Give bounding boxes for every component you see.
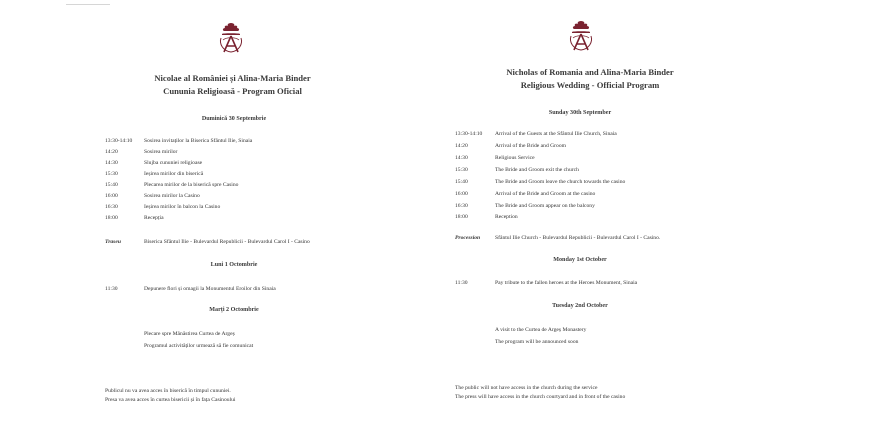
- schedule-row: 11:30 Depunere flori și omagii la Monumentul Eroilor din Sinaia: [105, 286, 276, 292]
- schedule-row: 16:30 Ieșirea mirilor în balcon la Casino: [105, 204, 221, 210]
- day-heading-tuesday: Tuesday 2nd October: [552, 303, 608, 309]
- press-access-note: Presa va avea acces în curtea bisericii și în fața Casinoului: [105, 397, 236, 403]
- route-description: Biserica Sfântul Ilie - Bulevardul Republicii - Bulevardul Carol I - Casino: [144, 239, 310, 245]
- schedule-row: 16:30 The Bride and Groom appear on the balcony: [455, 203, 595, 209]
- day-heading-sunday: Duminică 30 Septembrie: [201, 116, 267, 122]
- page-title: [470, 66, 710, 92]
- route-label: Procession: [455, 235, 481, 241]
- schedule-row: 15:40 The Bride and Groom leave the church towards the casino: [455, 179, 626, 185]
- schedule-row: 14:20 Sosirea mirilor: [105, 149, 178, 155]
- schedule-row: 16:00 Arrival of the Bride and Groom at the casino: [455, 191, 596, 197]
- schedule-row: The program will be announced soon: [495, 339, 579, 345]
- schedule-row: Plecare spre Mânăstirea Curtea de Argeș: [144, 331, 235, 337]
- schedule-row: 15:40 Plecarea mirilor de la biserică spre Casino: [105, 182, 239, 188]
- schedule-row: 14:30 Religious Service: [455, 155, 535, 161]
- day-heading-monday: Monday 1st October: [553, 257, 607, 263]
- title-line-names: Nicolae al României și Alina-Maria Binder: [154, 73, 311, 83]
- title-line-event: Religious Wedding - Official Program: [520, 80, 660, 90]
- top-divider: [66, 4, 110, 5]
- schedule-row: 16:00 Sosirea mirilor la Casino: [105, 193, 200, 199]
- title-line-names: Nicholas of Romania and Alina-Maria Binder: [506, 67, 674, 77]
- public-access-note: Publicul nu va avea acces în biserică în timpul cununiei.: [105, 388, 231, 394]
- schedule-row: A visit to the Curtea de Argeș Monastery: [495, 327, 587, 333]
- schedule-row: 18:00 Reception: [455, 214, 518, 220]
- schedule-row: 14:20 Arrival of the Bride and Groom: [455, 143, 566, 149]
- page-title: [120, 72, 345, 98]
- royal-monogram-icon: [568, 20, 594, 52]
- route-label: Traseu: [105, 239, 121, 245]
- press-access-note: The press will have access in the church courtyard and in front of the casino: [455, 394, 626, 400]
- schedule-row: 13:30-14:10 Arrival of the Guests at the Sfântul Ilie Church, Sinaia: [455, 131, 617, 137]
- day-heading-sunday: Sunday 30th September: [548, 110, 612, 116]
- day-heading-monday: Luni 1 Octombrie: [210, 262, 258, 268]
- day-heading-tuesday: Marți 2 Octombrie: [209, 307, 259, 313]
- public-access-note: The public will not have access in the church during the service: [455, 385, 598, 391]
- schedule-row: Programul activităților urmează să fie comunicat: [144, 343, 254, 349]
- schedule-row: 15:30 Ieșirea mirilor din biserică: [105, 171, 204, 177]
- schedule-row: 11:30 Pay tribute to the fallen heroes at the Heroes Monument, Sinaia: [455, 280, 638, 286]
- schedule-row: 18:00 Recepția: [105, 215, 164, 221]
- title-line-event: Cununia Religioasă - Program Oficial: [163, 86, 302, 96]
- schedule-row: 15:30 The Bride and Groom exit the church: [455, 167, 579, 173]
- route-row: [105, 238, 405, 247]
- route-description: Sfântul Ilie Church - Bulevardul Republicii - Bulevardul Carol I - Casino.: [495, 235, 661, 241]
- royal-monogram-icon: [218, 22, 244, 54]
- schedule-row: 14:30 Slujba cununiei religioase: [105, 160, 203, 166]
- route-row: [455, 234, 755, 243]
- schedule-row: 13:30-14:10 Sosirea invitaților la Biserica Sfântul Ilie, Sinaia: [105, 138, 253, 144]
